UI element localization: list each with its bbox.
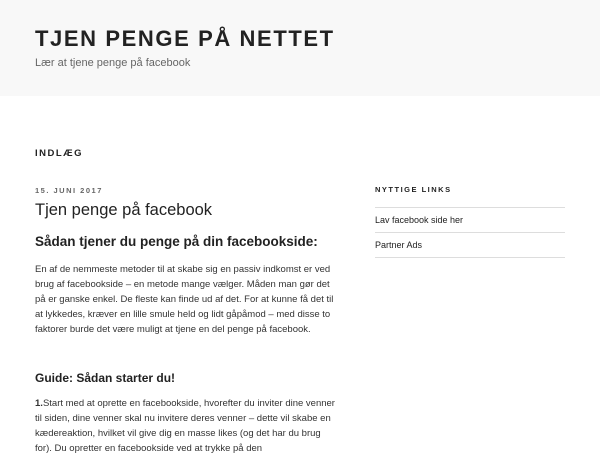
page-title: INDLÆG	[35, 148, 84, 159]
post-paragraph: En af de nemmeste metoder til at skabe sig en passiv indkomst er ved brug af facebookside – en metode mange vælger. Måden man gør det på er ganske enkel. De fleste kan finde ud af det. For at kunne få det til at lykkedes, kræver en lille smule held og lidt gåpåmod – med disse to faktorer burde det være muligt at tjene en del penge på facebook.	[35, 264, 334, 335]
site-header	[0, 0, 600, 96]
step-1-paragraph	[35, 396, 337, 456]
sidebar-link-partner-ads[interactable]: Partner Ads	[375, 233, 565, 258]
site-tagline: Lær at tjene penge på facebook	[35, 57, 191, 69]
post-heading: Sådan tjener du penge på din facebookside:	[35, 234, 318, 249]
widget-title: NYTTIGE LINKS	[375, 185, 452, 194]
site-title-link[interactable]: TJEN PENGE PÅ NETTET	[35, 26, 335, 51]
step-1-text: Start med at oprette en facebookside, hvorefter du inviter dine venner til siden, dine venner skal nu invitere deres venner – dette vil skabe en kædereaktion, hvilket vil give dig en masse likes (og det har du brug for). Du opretter en facebookside ved at trykke på den	[35, 398, 335, 454]
guide-heading: Guide: Sådan starter du!	[35, 371, 176, 385]
post-date-link[interactable]: 15. JUNI 2017	[35, 186, 103, 195]
sidebar-link-facebook[interactable]: Lav facebook side her	[375, 208, 565, 233]
step-1-number: 1.	[35, 398, 43, 409]
main-content	[35, 186, 337, 456]
post-title-link[interactable]: Tjen penge på facebook	[35, 201, 213, 219]
sidebar	[375, 185, 565, 258]
links-list	[375, 207, 565, 258]
